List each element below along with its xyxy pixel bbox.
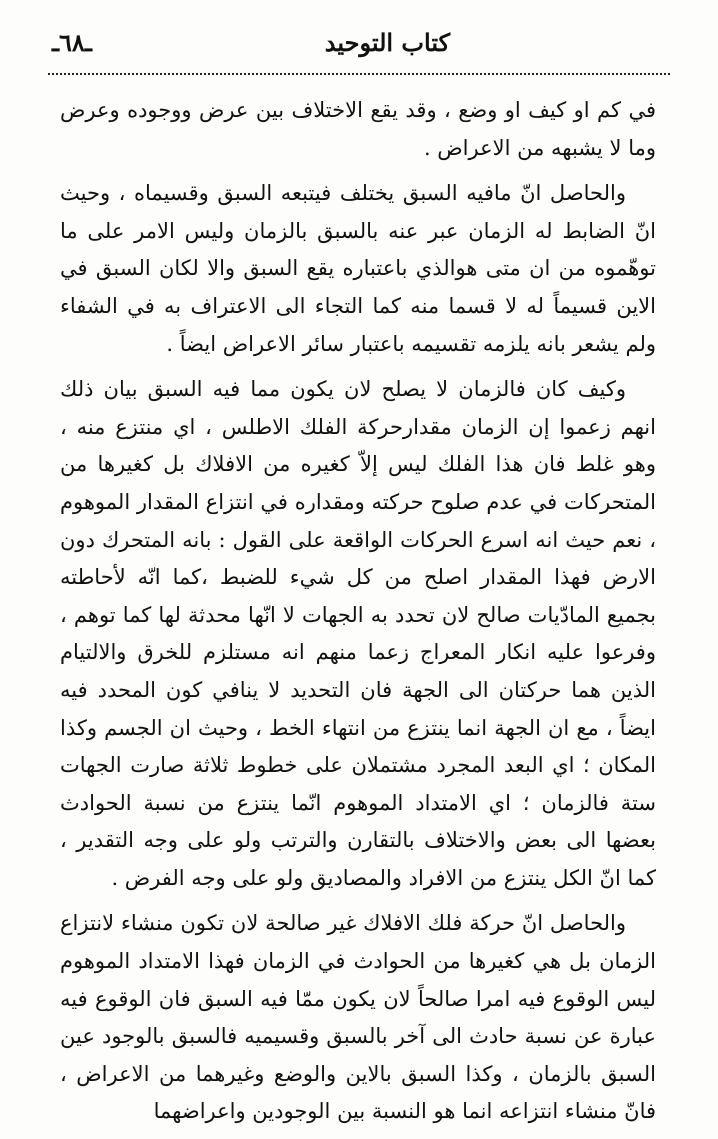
paragraph-2: والحاصل انّ مافيه السبق يختلف فيتبعه السبق وقسيماه ، وحيث انّ الضابط له الزمان عبر عنه بالسبق بالزمان وليس الامر على ما توهّموه من ان متى هوالذي باعتباره يقع السبق والا لكان السبق في الاين قسيماً له لا قسما منه كما التجاء الى الاعتراف به في الشفاء ولم يشعر بانه يلزمه تقسيمه باعتبار سائر الاعراض ايضاً . [60, 181, 656, 356]
paragraph-4: والحاصل انّ حركة فلك الافلاك غير صالحة لان تكون منشاء لانتزاع الزمان بل هي كغيرها من الحوادث في الزمان فهذا الامتداد الموهوم ليس الوقوع فيه امرا صالحاً لان يكون ممّا فيه السبق فان الوقوع فيه عبارة عن نسبة حادث الى آخر بالسبق وقسيميه فالسبق بالوجود عين السبق بالزمان ، وكذا السبق بالاين والوضع وغيرهما من الاعراض ، فانّ منشاء انتزاعه انما هو النسبة بين الوجودين واعراضهما [60, 911, 656, 1124]
running-title: كتاب التوحيد [324, 28, 450, 57]
header-divider [48, 73, 670, 75]
paragraph-3: وكيف كان فالزمان لا يصلح لان يكون مما فيه السبق بيان ذلك انهم زعموا إن الزمان مقدارحركة الفلك الاطلس ، اي منتزع منه ، وهو غلط فان هذا الفلك ليس إلاّ كغيره من الافلاك بل كغيرها من المتحركات في عدم صلوح حركته ومقداره في انتزاع المقدار الموهوم ، نعم حيث انه اسرع الحركات الواقعة على القول : بانه المتحرك دون الارض فهذا المقدار اصلح من كل شيء للضبط ،كما انّه لأحاطته بجميع المادّيات صالح لان تحدد به الجهات لا انّها محدثة لها كما توهم ، وفرعوا عليه انكار المعراج زعما منهم انه مستلزم للخرق والالتيام الذين هما حركتان الى الجهة فان التحديد لا ينافي كون المحدد فيه ايضاً ، مع ان الجهة انما ينتزع من انتهاء الخط ، وحيث ان الجسم وكذا المكان ؛ اي البعد المجرد مشتملان على خطوط ثلاثة صارت الجهات ستة فالزمان ؛ اي الامتداد الموهوم انّما ينتزع من نسبة الحوادث بعضها الى بعض والاختلاف بالتقارن والترتب ولو على وجه التقدير ، كما انّ الكل ينتزع من الافراد والمصاديق ولو على وجه الفرض . [60, 377, 656, 890]
page-number: ـ٦٨ـ [52, 28, 92, 57]
page-header [48, 22, 670, 70]
main-text [60, 92, 656, 1139]
paragraph-1: في كم او كيف او وضع ، وقد يقع الاختلاف بين عرض ووجوده وعرض وما لا يشبهه من الاعراض . [60, 98, 656, 160]
